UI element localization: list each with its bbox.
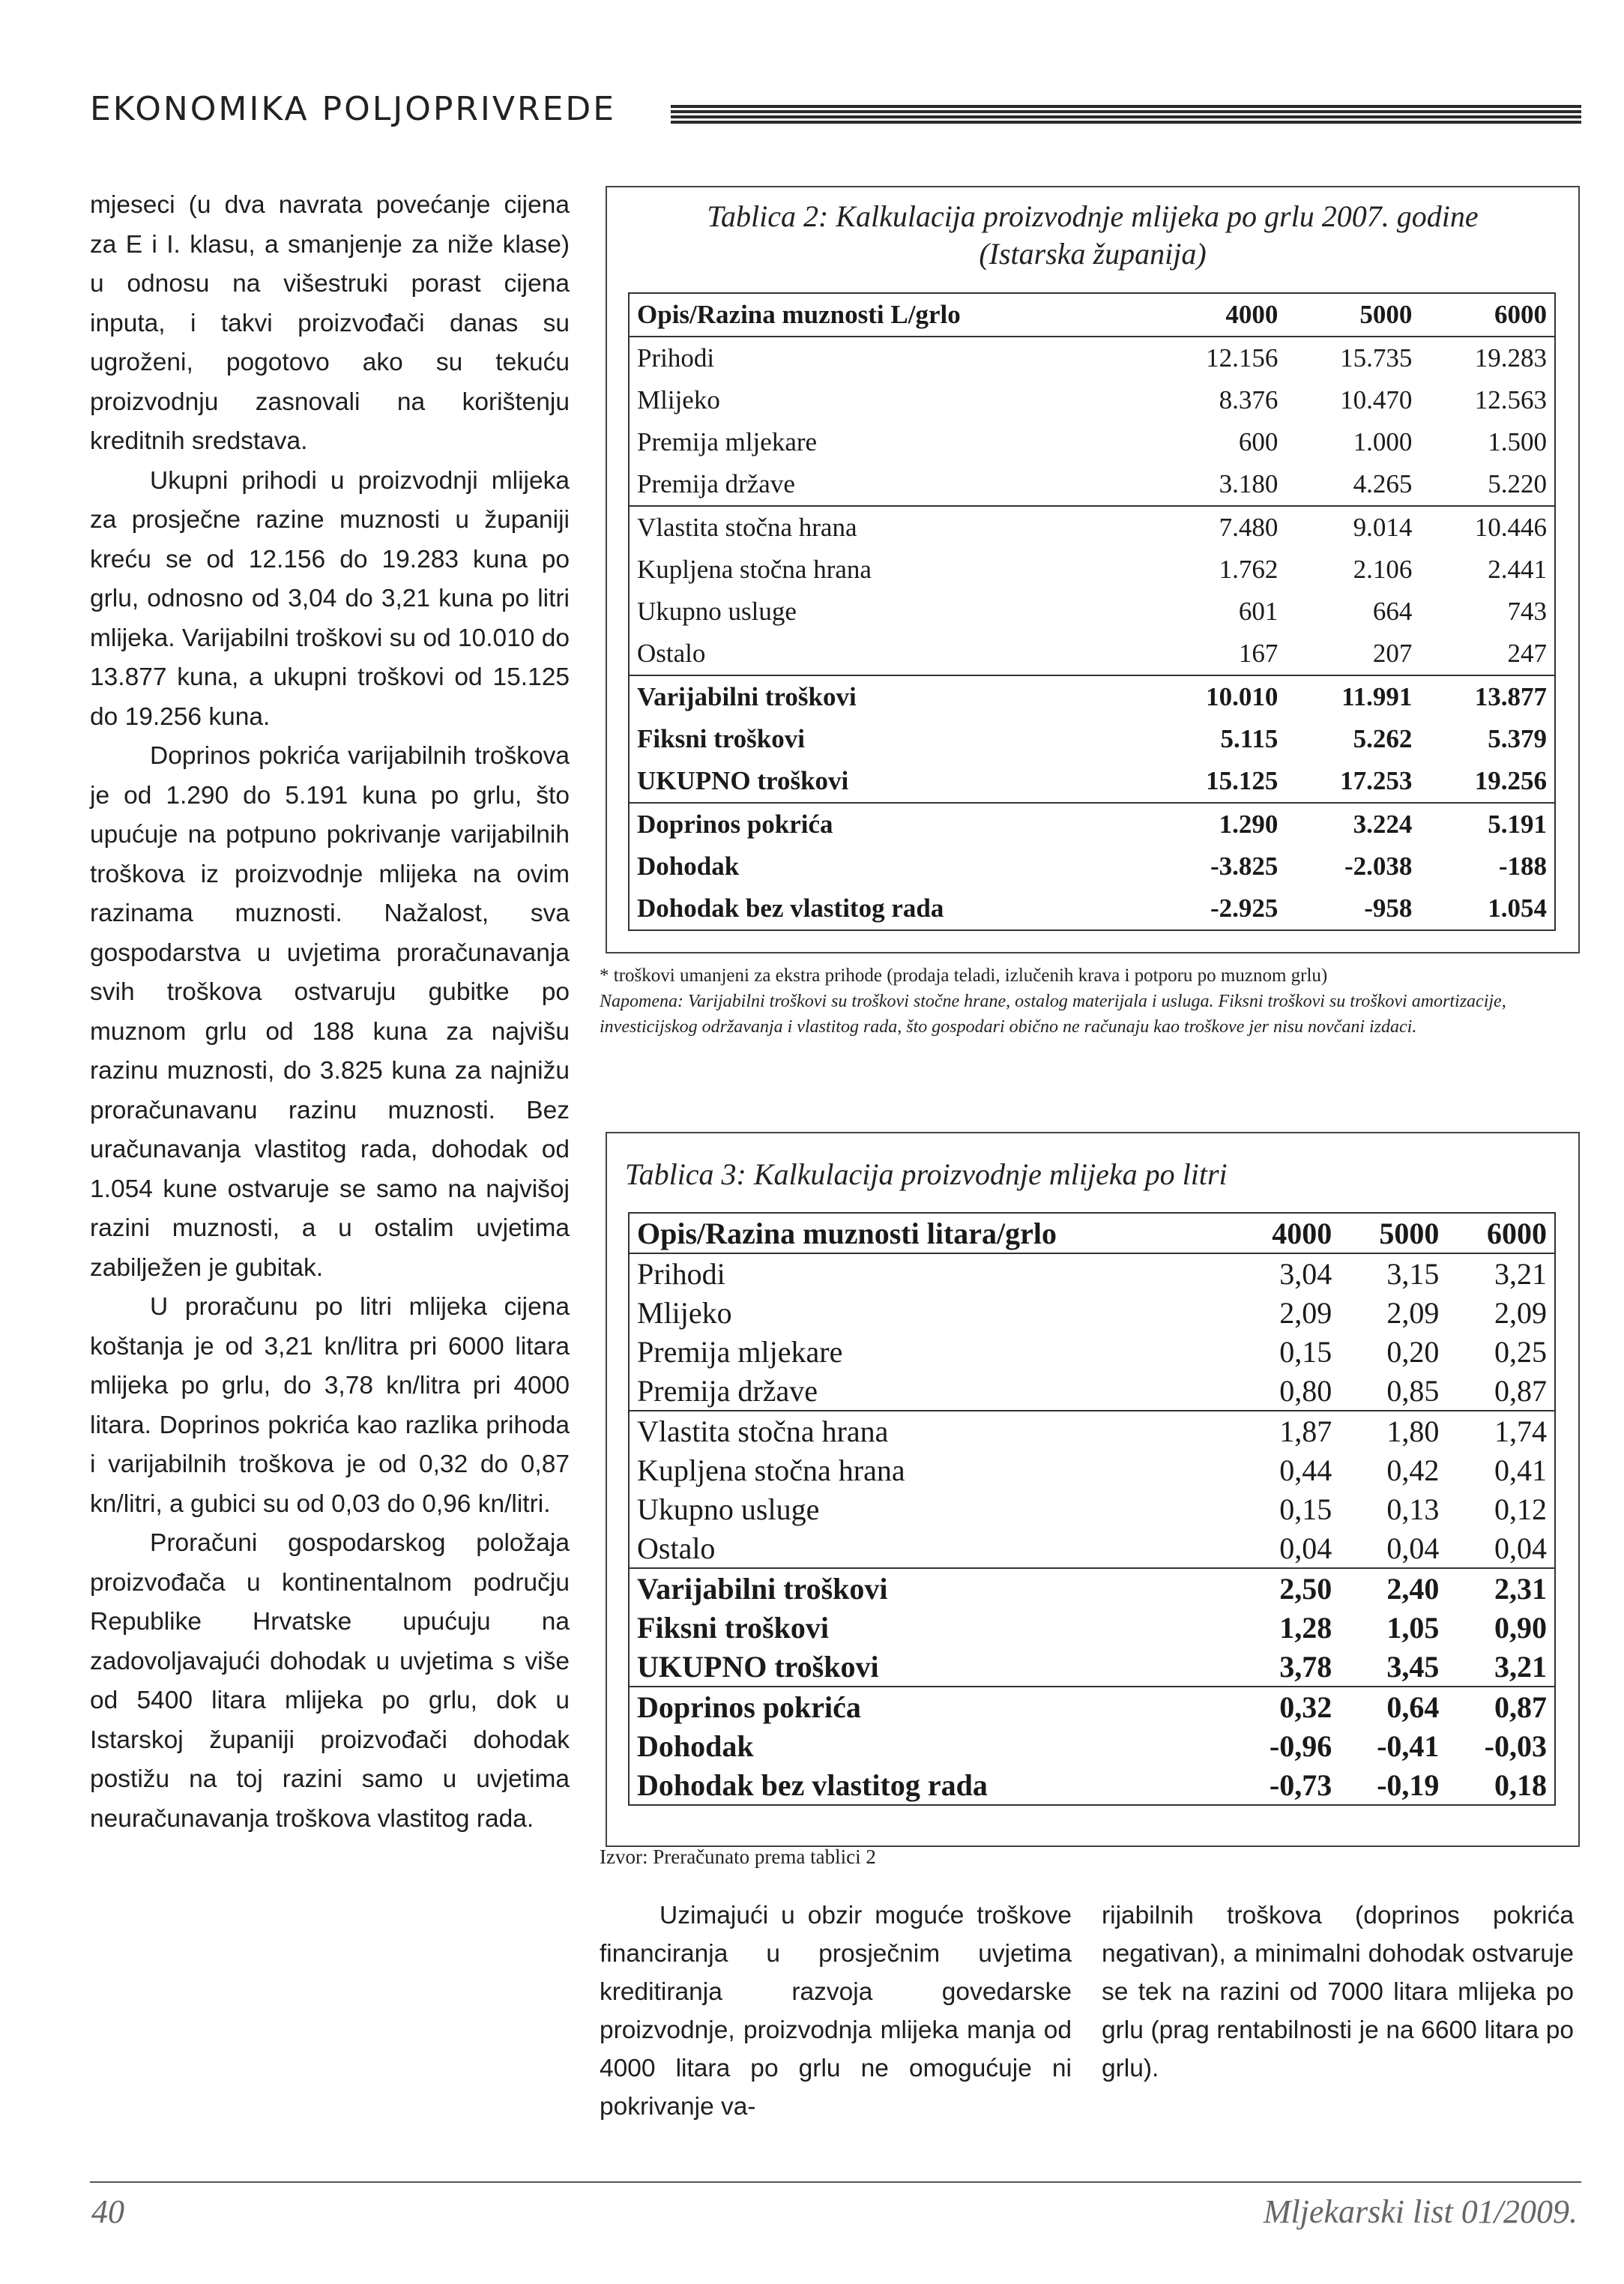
- table-2-caption-line2: (Istarska županija): [979, 237, 1207, 271]
- table-3-caption: Tablica 3: Kalkulacija proizvodnje mlijeka po litri: [625, 1157, 1228, 1191]
- row-label-cell: Prihodi: [629, 337, 1151, 379]
- value-cell: -0,19: [1339, 1765, 1446, 1805]
- value-cell: 1.762: [1219, 555, 1279, 584]
- paragraph: Doprinos pokrića varijabilnih troškova je od 1.290 do 5.191 kuna po grlu, što upućuje na potpuno pokrivanje varijabilnih troškova iz proizvodnje mlijeka na ovim razinama muznosti. Nažalost, sva gospodarstva u uvjetima proračunavanja svih troškova ostvaruju gubitke po muznom grlu od 188 kuna za najvišu razinu muznosti, do 3.825 kuna za najnižu proračunavanu razinu muznosti. Bez uračunavanja vlastitog rada, dohodak od 1.054 kune ostvaruje se samo na najvišoj razini muznosti, a u ostalim uvjetima zabilježen je gubitak.: [90, 742, 570, 1282]
- table-row: [629, 1253, 1555, 1293]
- value-cell: 17.253: [1340, 766, 1413, 795]
- value-cell: 15.125: [1206, 766, 1279, 795]
- value-cell: 601: [1238, 597, 1279, 626]
- value-cell: 3.180: [1219, 469, 1279, 498]
- table-3: [628, 1212, 1556, 1806]
- value-cell: -188: [1419, 846, 1555, 888]
- value-cell: 2,40: [1339, 1568, 1446, 1608]
- value-cell: 2,50: [1232, 1568, 1339, 1608]
- value-cell: 0,85: [1386, 1373, 1440, 1408]
- table-2-box: [606, 186, 1580, 953]
- table-row: [629, 1726, 1555, 1765]
- table-row: [629, 1411, 1555, 1450]
- table-2-notes: [600, 963, 1574, 1040]
- value-cell: 0,44: [1279, 1453, 1332, 1487]
- value-cell: 247: [1419, 633, 1555, 675]
- value-cell: 3,45: [1386, 1649, 1440, 1684]
- row-label-cell: Prihodi: [629, 1253, 1232, 1293]
- table-row: [629, 888, 1555, 930]
- value-cell: -0,96: [1269, 1729, 1332, 1763]
- value-cell: 0,25: [1446, 1332, 1555, 1371]
- table-row: [629, 463, 1555, 506]
- value-cell: 13.877: [1419, 675, 1555, 718]
- header-rule: [671, 105, 1581, 126]
- row-label-cell: Premija mljekare: [629, 421, 1151, 463]
- value-cell: 1,80: [1339, 1411, 1446, 1450]
- table-2: [628, 292, 1556, 931]
- value-cell: 5.262: [1353, 724, 1413, 753]
- value-cell: -3.825: [1210, 852, 1279, 881]
- table-row: [629, 1608, 1555, 1647]
- value-cell: -0,73: [1232, 1765, 1339, 1805]
- value-cell: 6000: [1419, 293, 1555, 337]
- table-3-box: [606, 1132, 1580, 1847]
- row-label-cell: Premija mljekare: [629, 1332, 1232, 1371]
- paragraph: Proračuni gospodarskog položaja proizvođača u kontinentalnom području Republike Hrvatske upućuju na zadovoljavajući dohodak u uvjetima s više od 5400 litara mlijeka po grlu, dok u Istarskoj županiji proizvođači dohodak postižu na toj razini samo u uvjetima neuračunavanja troškova vlastitog rada.: [90, 1529, 570, 1833]
- value-cell: 0,04: [1279, 1531, 1332, 1565]
- table-row: [629, 337, 1555, 379]
- value-cell: -958: [1285, 888, 1419, 930]
- value-cell: 0,20: [1386, 1334, 1440, 1369]
- value-cell: 4000: [1151, 293, 1285, 337]
- value-cell: 3,15: [1339, 1253, 1446, 1293]
- table-row: [629, 1371, 1555, 1411]
- row-label-cell: Opis/Razina muznosti litara/grlo: [629, 1213, 1232, 1253]
- table-row: [629, 803, 1555, 846]
- value-cell: 9.014: [1285, 506, 1419, 549]
- row-label-cell: Vlastita stočna hrana: [629, 1411, 1232, 1450]
- value-cell: 3,21: [1446, 1253, 1555, 1293]
- page-number: 40: [91, 2193, 124, 2230]
- row-label-cell: Fiksni troškovi: [629, 1608, 1232, 1647]
- value-cell: 1,05: [1386, 1610, 1440, 1645]
- value-cell: 1.290: [1151, 803, 1285, 846]
- value-cell: 19.256: [1419, 760, 1555, 803]
- table-row: [629, 1765, 1555, 1805]
- row-label-cell: UKUPNO troškovi: [629, 760, 1151, 803]
- row-label-cell: Kupljena stočna hrana: [629, 1450, 1232, 1489]
- value-cell: 3,04: [1232, 1253, 1339, 1293]
- value-cell: 0,04: [1446, 1528, 1555, 1568]
- row-label-cell: Ostalo: [629, 1528, 1232, 1568]
- table-row: [629, 846, 1555, 888]
- value-cell: 0,13: [1386, 1492, 1440, 1526]
- value-cell: 1,74: [1446, 1411, 1555, 1450]
- value-cell: 2,09: [1279, 1295, 1332, 1330]
- value-cell: 5000: [1339, 1213, 1446, 1253]
- table-row: [629, 633, 1555, 675]
- table-row: [629, 675, 1555, 718]
- row-label-cell: Ukupno usluge: [629, 1489, 1232, 1528]
- table-header-row: [629, 293, 1555, 337]
- bottom-text-left: [600, 1896, 1072, 2126]
- table-row: [629, 1450, 1555, 1489]
- row-label-cell: Mlijeko: [629, 1293, 1232, 1332]
- value-cell: 5.191: [1419, 803, 1555, 846]
- value-cell: 12.563: [1419, 379, 1555, 421]
- value-cell: 600: [1238, 427, 1279, 457]
- row-label-cell: Fiksni troškovi: [629, 718, 1151, 760]
- table-row: [629, 421, 1555, 463]
- value-cell: 0,90: [1446, 1608, 1555, 1647]
- table-row: [629, 549, 1555, 591]
- value-cell: 10.446: [1419, 506, 1555, 549]
- value-cell: 12.156: [1151, 337, 1285, 379]
- value-cell: 743: [1419, 591, 1555, 633]
- table-row: [629, 1528, 1555, 1568]
- value-cell: 0,15: [1279, 1492, 1332, 1526]
- value-cell: 11.991: [1285, 675, 1419, 718]
- row-label-cell: Varijabilni troškovi: [629, 1568, 1232, 1608]
- value-cell: 0,80: [1279, 1373, 1332, 1408]
- value-cell: 10.010: [1151, 675, 1285, 718]
- table-3-body: [629, 1213, 1555, 1805]
- value-cell: 0,87: [1446, 1687, 1555, 1726]
- value-cell: 0,12: [1446, 1489, 1555, 1528]
- row-label-cell: Premija države: [629, 463, 1151, 506]
- value-cell: 0,41: [1446, 1450, 1555, 1489]
- paragraph: rijabilnih troškova (doprinos pokrića negativan), a minimalni dohodak ostvaruje se tek na razini od 7000 litara mlijeka po grlu (prag rentabilnosti je na 6600 litara po grlu).: [1102, 1902, 1574, 2082]
- value-cell: -2.925: [1151, 888, 1285, 930]
- paragraph: mjeseci (u dva navrata povećanje cijena za E i I. klasu, a smanjenje za niže klase) u odnosu na višestruki porast cijena inputa, i takvi proizvođači danas su ugroženi, pogotovo ako su tekuću proizvodnju zasnovali na korištenju kreditnih sredstava.: [90, 191, 570, 455]
- value-cell: 2,09: [1386, 1295, 1440, 1330]
- table-2-caption: [607, 198, 1578, 273]
- row-label-cell: Ukupno usluge: [629, 591, 1151, 633]
- row-label-cell: UKUPNO troškovi: [629, 1647, 1232, 1687]
- value-cell: 4.265: [1353, 469, 1413, 498]
- left-text-column: [90, 186, 570, 1839]
- value-cell: 2.106: [1353, 555, 1413, 584]
- value-cell: -0,03: [1446, 1726, 1555, 1765]
- value-cell: 0,42: [1386, 1453, 1440, 1487]
- paragraph: U proračunu po litri mlijeka cijena koštanja je od 3,21 kn/litra pri 6000 litara mlijeka po grlu, do 3,78 kn/litra pri 4000 litara. Doprinos pokrića kao razlika prihoda i varijabilnih troškova je od 0,32 do 0,87 kn/litri, a gubici su od 0,03 do 0,96 kn/litri.: [90, 1293, 570, 1518]
- table-row: [629, 379, 1555, 421]
- value-cell: 5.220: [1419, 463, 1555, 506]
- value-cell: 0,32: [1232, 1687, 1339, 1726]
- value-cell: 15.735: [1285, 337, 1419, 379]
- value-cell: 3,21: [1446, 1647, 1555, 1687]
- paragraph: Ukupni prihodi u proizvodnji mlijeka za prosječne razine muznosti u županiji kreću se od 12.156 do 19.283 kuna po grlu, odnosno od 3,04 do 3,21 kuna po litri mlijeka. Varijabilni troškovi su od 10.010 do 13.877 kuna, a ukupni troškovi od 15.125 do 19.256 kuna.: [90, 466, 570, 731]
- table-row: [629, 760, 1555, 803]
- table-source: Izvor: Preračunato prema tablici 2: [600, 1845, 876, 1868]
- footer-rule: [90, 2181, 1581, 2183]
- value-cell: 0,15: [1279, 1334, 1332, 1369]
- value-cell: 1.000: [1353, 427, 1413, 457]
- row-label-cell: Varijabilni troškovi: [629, 675, 1151, 718]
- value-cell: 207: [1372, 639, 1413, 668]
- row-label-cell: Vlastita stočna hrana: [629, 506, 1151, 549]
- value-cell: 2,09: [1446, 1293, 1555, 1332]
- value-cell: 1,87: [1232, 1411, 1339, 1450]
- value-cell: -0,41: [1377, 1729, 1440, 1763]
- table-row: [629, 1647, 1555, 1687]
- value-cell: 7.480: [1151, 506, 1285, 549]
- value-cell: 5.115: [1220, 724, 1279, 753]
- table-row: [629, 1568, 1555, 1608]
- value-cell: 19.283: [1419, 337, 1555, 379]
- row-label-cell: Opis/Razina muznosti L/grlo: [629, 293, 1151, 337]
- table-row: [629, 1687, 1555, 1726]
- value-cell: 167: [1238, 639, 1279, 668]
- value-cell: 0,18: [1446, 1765, 1555, 1805]
- row-label-cell: Dohodak: [629, 1726, 1232, 1765]
- row-label-cell: Mlijeko: [629, 379, 1151, 421]
- value-cell: 3.224: [1285, 803, 1419, 846]
- row-label-cell: Dohodak bez vlastitog rada: [629, 1765, 1232, 1805]
- value-cell: 0,64: [1339, 1687, 1446, 1726]
- table-row: [629, 506, 1555, 549]
- table-2-caption-line1: Tablica 2: Kalkulacija proizvodnje mlijeka po grlu 2007. godine: [707, 199, 1479, 233]
- page-header: [90, 90, 1581, 142]
- table-row: [629, 1332, 1555, 1371]
- paragraph: Uzimajući u obzir moguće troškove financiranja u prosječnim uvjetima kreditiranja razvoja govedarske proizvodnje, proizvodnja mlijeka manja od 4000 litara po grlu ne omogućuje ni pokrivanje va-: [600, 1902, 1072, 2121]
- journal-name: Mljekarski list 01/2009.: [1263, 2193, 1578, 2230]
- bottom-text-right: [1102, 1896, 1574, 2088]
- value-cell: 3,78: [1279, 1649, 1332, 1684]
- value-cell: 5000: [1285, 293, 1419, 337]
- value-cell: 1.500: [1419, 421, 1555, 463]
- value-cell: 664: [1372, 597, 1413, 626]
- row-label-cell: Dohodak bez vlastitog rada: [629, 888, 1151, 930]
- value-cell: 6000: [1446, 1213, 1555, 1253]
- table-header-row: [629, 1213, 1555, 1253]
- row-label-cell: Premija države: [629, 1371, 1232, 1411]
- table-2-body: [629, 293, 1555, 930]
- table-row: [629, 591, 1555, 633]
- row-label-cell: Dohodak: [629, 846, 1151, 888]
- row-label-cell: Ostalo: [629, 633, 1151, 675]
- table-row: [629, 1293, 1555, 1332]
- row-label-cell: Kupljena stočna hrana: [629, 549, 1151, 591]
- value-cell: 4000: [1232, 1213, 1339, 1253]
- value-cell: 0,04: [1386, 1531, 1440, 1565]
- value-cell: 10.470: [1340, 385, 1413, 415]
- napomena-note: Napomena: Varijabilni troškovi su troškovi stočne hrane, ostalog materijala i usluga. Fiksni troškovi su troškovi amortizacije, investicijskog održavanja i vlastitog rada, što gospodari obično ne računaju kao troškove jer nisu novčani izdaci.: [600, 992, 1506, 1037]
- row-label-cell: Doprinos pokrića: [629, 803, 1151, 846]
- value-cell: 8.376: [1219, 385, 1279, 415]
- row-label-cell: Doprinos pokrića: [629, 1687, 1232, 1726]
- value-cell: -2.038: [1344, 852, 1413, 881]
- value-cell: 1,28: [1279, 1610, 1332, 1645]
- value-cell: 2.441: [1419, 549, 1555, 591]
- table-row: [629, 1489, 1555, 1528]
- footnote: * troškovi umanjeni za ekstra prihode (prodaja teladi, izlučenih krava i potporu po muznom grlu): [600, 965, 1328, 986]
- section-title: EKONOMIKA POLJOPRIVREDE: [90, 90, 617, 128]
- value-cell: 1.054: [1419, 888, 1555, 930]
- value-cell: 2,31: [1446, 1568, 1555, 1608]
- value-cell: 5.379: [1419, 718, 1555, 760]
- table-row: [629, 718, 1555, 760]
- value-cell: 0,87: [1446, 1371, 1555, 1411]
